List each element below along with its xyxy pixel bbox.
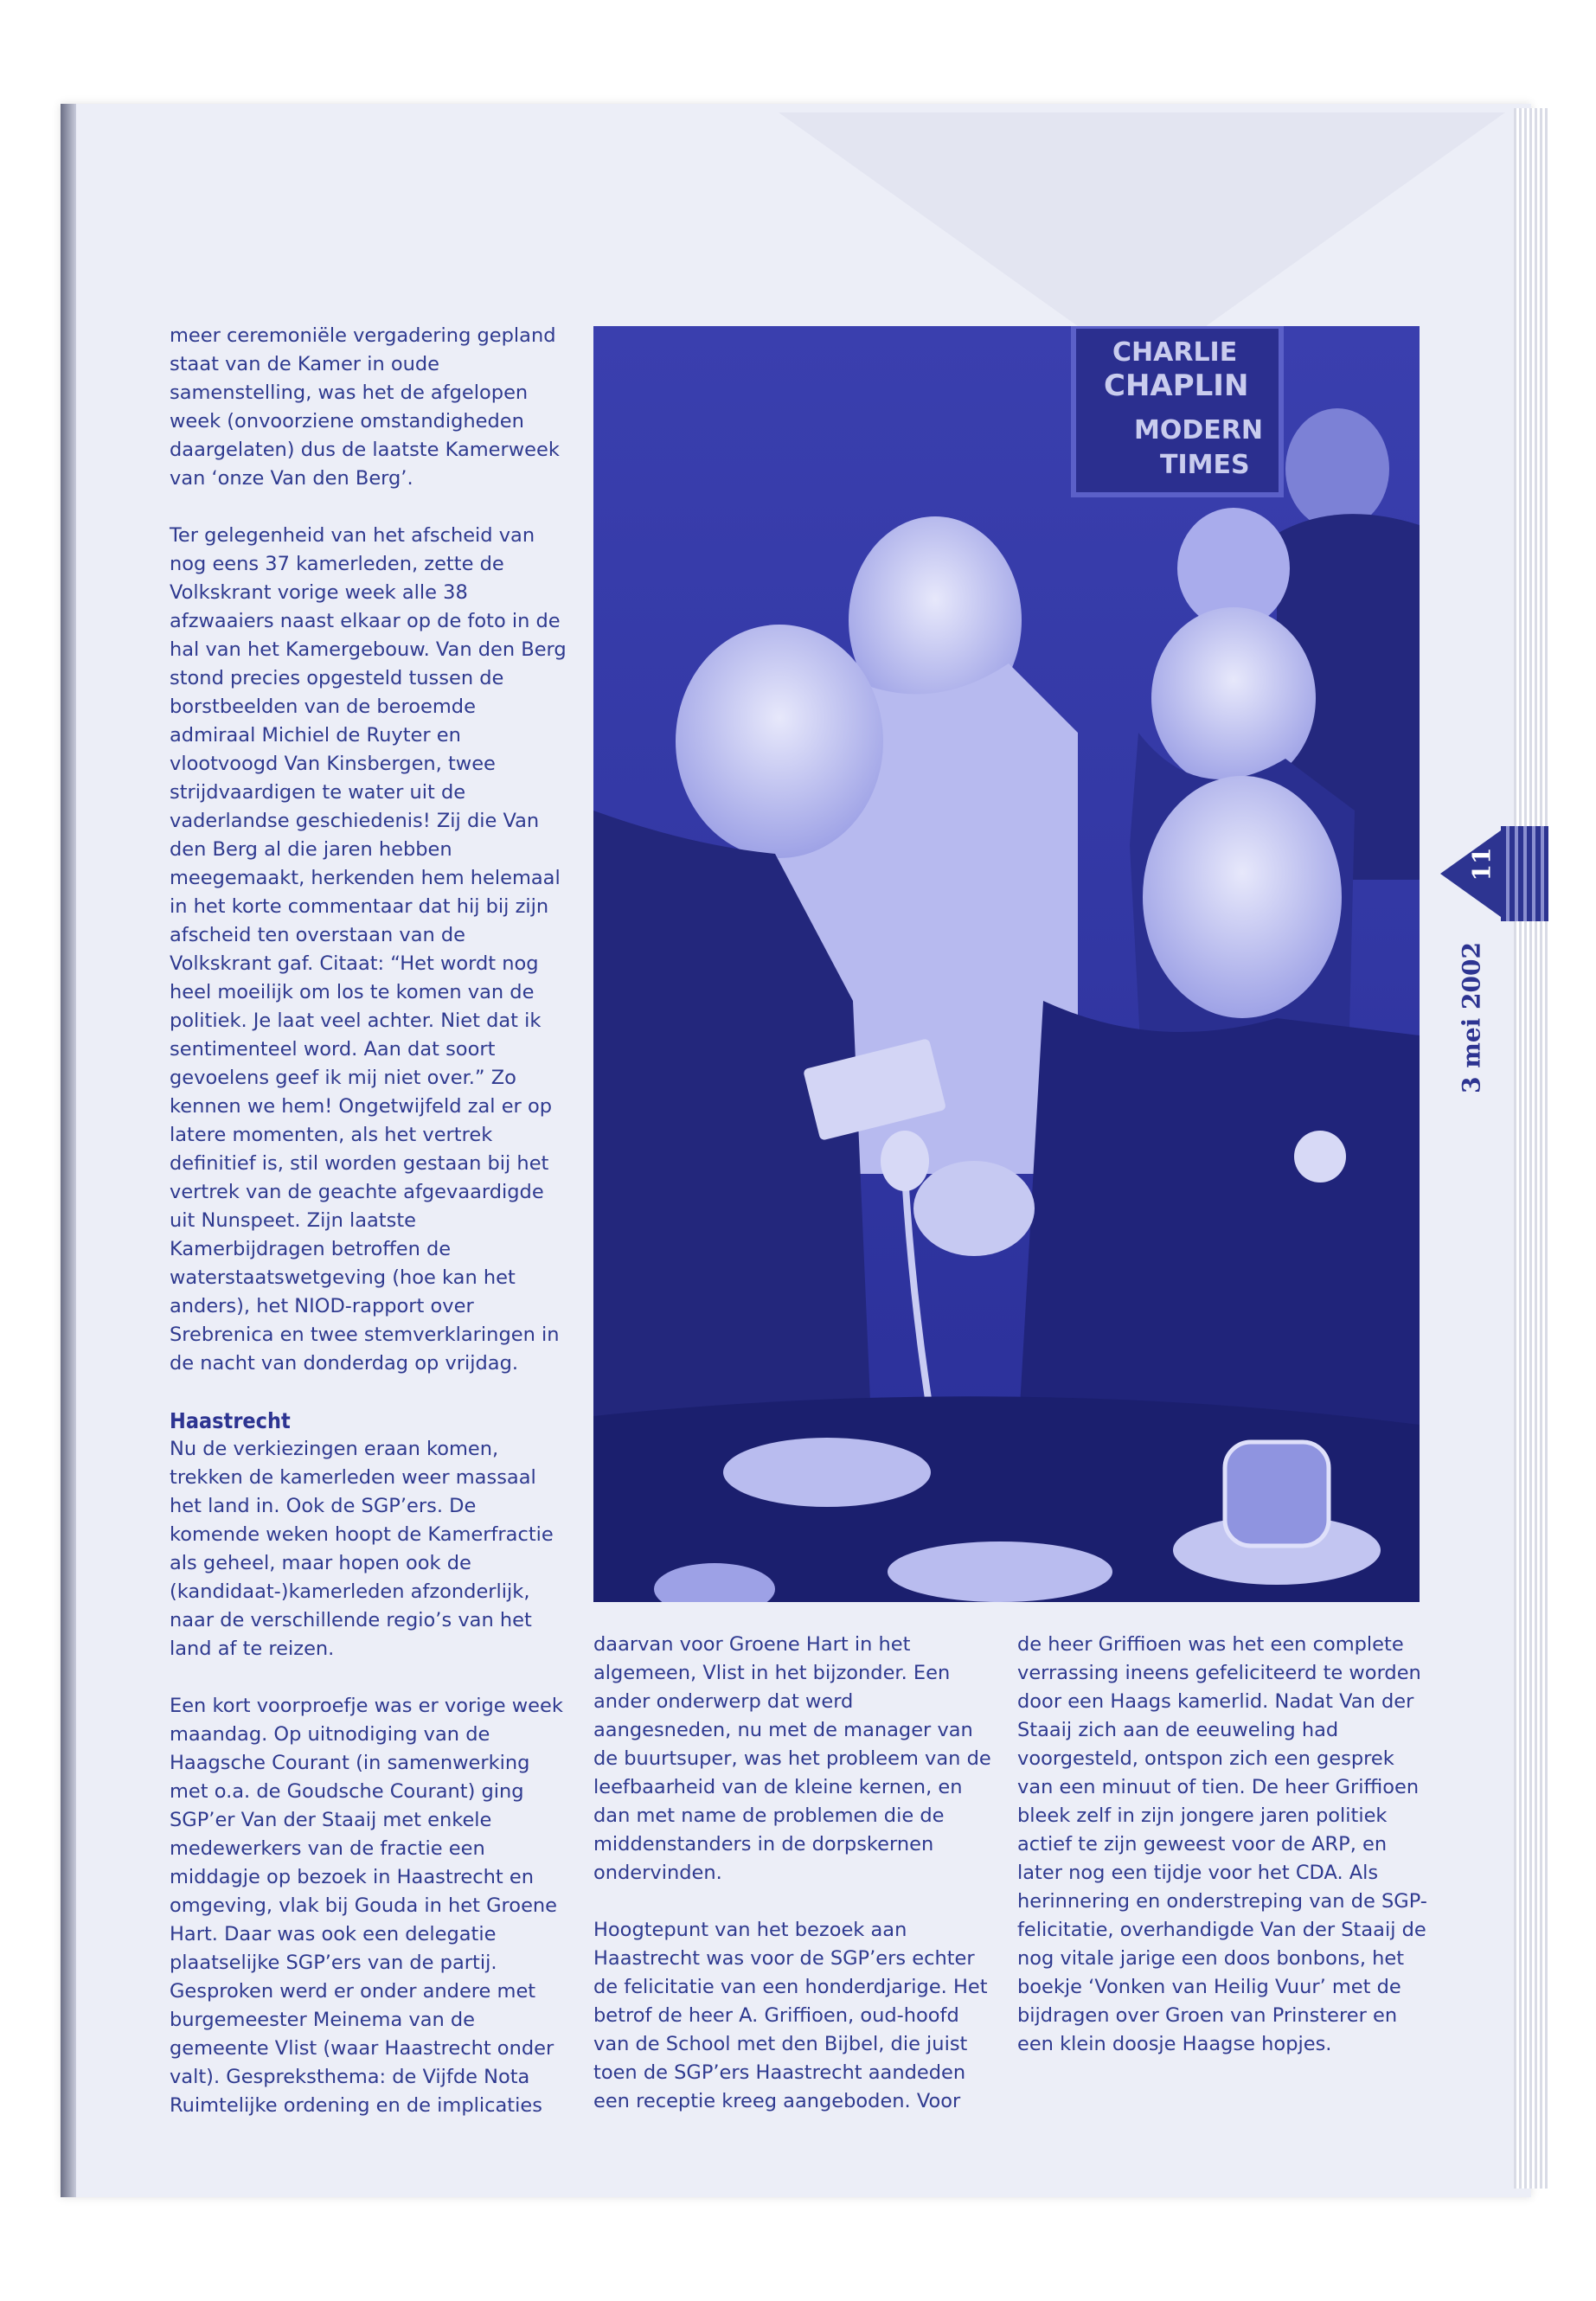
handshake-hands <box>913 1161 1035 1256</box>
saucer-left <box>723 1438 931 1507</box>
article-column-right <box>1017 1631 1428 2059</box>
article-paragraph: Hoogtepunt van het bezoek aan Haastrecht was voor de SGP’ers echter de felicitatie van een honderdjarige. Het betrof de heer A. Griffioen, oud-hoofd van de School met den Bijbel, die juist toen de SGP’ers Haastrecht aandeden een receptie kreeg aangeboden. Voor <box>593 1919 988 2112</box>
page-tab-strip <box>1501 826 1548 921</box>
article-paragraph: Nu de verkiezingen eraan komen, trekken de kamerleden weer massaal het land in. Ook de SGP’ers. De komende weken hoopt de Kamerfractie als geheel, maar hopen ook de (kandidaat-)kamerleden afzonderlijk, naar de verschillende regio’s van het land af te reizen. <box>170 1438 554 1660</box>
woman-face <box>1151 607 1316 789</box>
poster-text-line: MODERN <box>1134 415 1263 445</box>
rose-flower <box>881 1131 929 1191</box>
section-heading: Haastrecht <box>170 1408 291 1433</box>
glass-cup <box>1225 1442 1329 1546</box>
poster-text-line: CHARLIE <box>1112 337 1238 368</box>
elderly-man-head <box>1143 776 1342 1018</box>
poster-text-line: CHAPLIN <box>1104 369 1249 403</box>
article-photo <box>593 326 1420 1602</box>
page-number: 11 <box>1467 847 1497 881</box>
page-spine <box>61 104 76 2197</box>
saucer-center <box>888 1541 1112 1602</box>
article-paragraph: Ter gelegenheid van het afscheid van nog eens 37 kamerleden, zette de Volkskrant vorige week alle 38 afzwaaiers naast elkaar op de foto in de hal van het Kamergebouw. Van den Berg stond precies opgesteld tussen de borstbeelden van de beroemde admiraal Michiel de Ruyter en vlootvoogd Van Kinsbergen, twee strijdvaardigen te water uit de vaderlandse geschiedenis! Zij die Van den Berg al die jaren hebben meegemaakt, herkenden hem helemaal in het korte commentaar dat hij bij zijn afscheid ten overstaan van de Volkskrant gaf. Citaat: “Het wordt nog heel moeilijk om los te komen van de politiek. Je laat veel achter. Niet dat ik sentimenteel word. Aan dat soort gevoelens geef ik mij niet over.” Zo kennen we hem! Ongetwijfeld zal er op latere momenten, als het vertrek definitief is, stil worden gestaan bij het vertrek van de geachte afgevaardigde uit Nunspeet. Zijn laatste Kamerbijdragen betroffen de waterstaatswetgeving (hoe kan het anders), het NIOD-rapport over Srebrenica en twee stemverklaringen in de nacht van donderdag op vrijdag. <box>170 524 567 1375</box>
poster-text-line: TIMES <box>1160 450 1250 480</box>
article-paragraph: daarvan voor Groene Hart in het algemeen, Vlist in het bijzonder. Een ander onderwerp dat werd aangesneden, nu met de manager van de buurtsuper, was het probleem van de leefbaarheid van de kleine kernen, en dan met name de problemen die de middenstanders in de dorpskernen ondervinden. <box>593 1633 991 1884</box>
background-person-head <box>1285 408 1389 529</box>
issue-date: 3 mei 2002 <box>1457 942 1486 1093</box>
article-paragraph: de heer Griffioen was het een complete verrassing ineens gefeliciteerd te worden door een Haags kamerlid. Nadat Van der Staaij zich aan de eeuweling had voorgesteld, ontspon zich een gesprek van een minuut of tien. De heer Griffioen bleek zelf in zijn jongere jaren politiek actief te zijn geweest voor de ARP, en later nog een tijdje voor het CDA. Als herinnering en onderstreping van de SGP-felicitatie, overhandigde Van der Staaij de nog vitale jarige een doos bonbons, het boekje ‘Vonken van Heilig Vuur’ met de bijdragen over Groen van Prinsterer en een klein doosje Haagse hopjes. <box>1017 1633 1427 2055</box>
article-paragraph: Een kort voorproefje was er vorige week maandag. Op uitnodiging van de Haagsche Courant (in samenwerking met o.a. de Goudsche Courant) ging SGP’er Van der Staaij met enkele medewerkers van de fractie een middagje op bezoek in Haastrecht en omgeving, vlak bij Gouda in het Groene Hart. Daar was ook een delegatie plaatselijke SGP’ers van de partij. Gesproken werd er onder andere met burgemeester Meinema van de gemeente Vlist (waar Haastrecht onder valt). Gespreksthema: de Vijfde Nota Ruimtelijke ordening en de implicaties <box>170 1695 563 2117</box>
corsage-flower <box>1294 1131 1346 1183</box>
photo-illustration <box>593 326 1420 1602</box>
article-column-middle <box>593 1631 996 2116</box>
article-paragraph: meer ceremoniële vergadering gepland staat van de Kamer in oude samenstelling, was het de afgelopen week (onvoorziene omstandigheden daargelaten) dus de laatste Kamerweek van ‘onze Van den Berg’. <box>170 324 560 490</box>
man-suit-head <box>676 625 883 858</box>
article-column-left <box>170 322 567 2120</box>
page-edge-stack <box>1514 108 1550 2189</box>
